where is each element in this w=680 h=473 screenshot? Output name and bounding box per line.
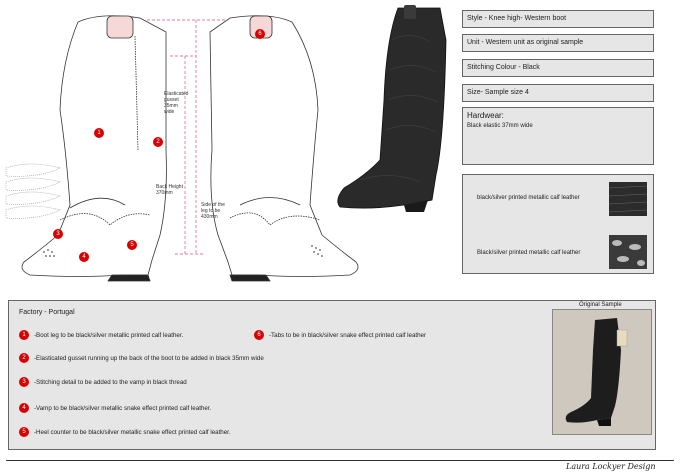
back-height-label: Back Height 370mm — [156, 184, 183, 196]
marker-2: 2 — [153, 137, 163, 147]
note-marker-5: 5 — [19, 427, 29, 437]
hardware-title: Hardwear: — [467, 111, 504, 120]
footer-rule — [6, 460, 674, 461]
original-sample-label: Original Sample — [579, 302, 622, 308]
material-label-1: black/silver printed metallic calf leather — [477, 195, 580, 201]
hardware-box — [462, 107, 654, 165]
spec-stitching: Stitching Colour - Black — [462, 59, 654, 77]
note-marker-4: 4 — [19, 403, 29, 413]
note-4: -Vamp to be black/silver metallic snake effect printed calf leather. — [34, 405, 212, 412]
note-5: -Heel counter to be black/silver metallic snake effect printed calf leather. — [34, 429, 231, 436]
spec-style: Style - Knee high- Western boot — [462, 10, 654, 28]
note-2: -Elasticated gusset running up the back of the boot to be added in black 35mm wide — [34, 355, 264, 362]
marker-5: 5 — [127, 240, 137, 250]
note-marker-6: 6 — [254, 330, 264, 340]
factory-notes-panel — [8, 300, 656, 450]
material-swatch-2 — [609, 235, 647, 269]
material-label-2: Black/silver printed metallic calf leather — [477, 250, 581, 256]
gusset-label: Elasticated gusset 35mm wide — [164, 91, 189, 115]
note-marker-2: 2 — [19, 353, 29, 363]
note-marker-3: 3 — [19, 377, 29, 387]
side-height-label: Side of the leg to be 430mm — [201, 202, 225, 220]
original-sample-photo — [552, 309, 652, 435]
hardware-text: Black elastic 37mm wide — [467, 123, 533, 129]
materials-box — [462, 174, 654, 274]
finished-boot-render — [338, 5, 446, 212]
note-1: -Boot leg to be black/silver metallic printed calf leather. — [34, 332, 184, 339]
pattern-pieces — [6, 164, 60, 218]
marker-4: 4 — [79, 252, 89, 262]
note-3: -Stitching detail to be added to the vamp in black thread — [34, 379, 187, 386]
boot-front-view — [22, 16, 166, 281]
boot-side-view — [210, 16, 358, 281]
material-swatch-1 — [609, 182, 647, 216]
boot-technical-drawing — [0, 0, 460, 295]
spec-size: Size- Sample size 4 — [462, 84, 654, 102]
marker-6: 6 — [255, 29, 265, 39]
designer-signature: Laura Lockyer Design — [566, 462, 656, 471]
factory-title: Factory - Portugal — [19, 309, 75, 316]
note-marker-1: 1 — [19, 330, 29, 340]
marker-1: 1 — [94, 128, 104, 138]
marker-3: 3 — [53, 229, 63, 239]
note-6: -Tabs to be in black/silver snake effect printed calf leather — [269, 332, 427, 339]
spec-unit: Unit - Western unit as original sample — [462, 34, 654, 52]
